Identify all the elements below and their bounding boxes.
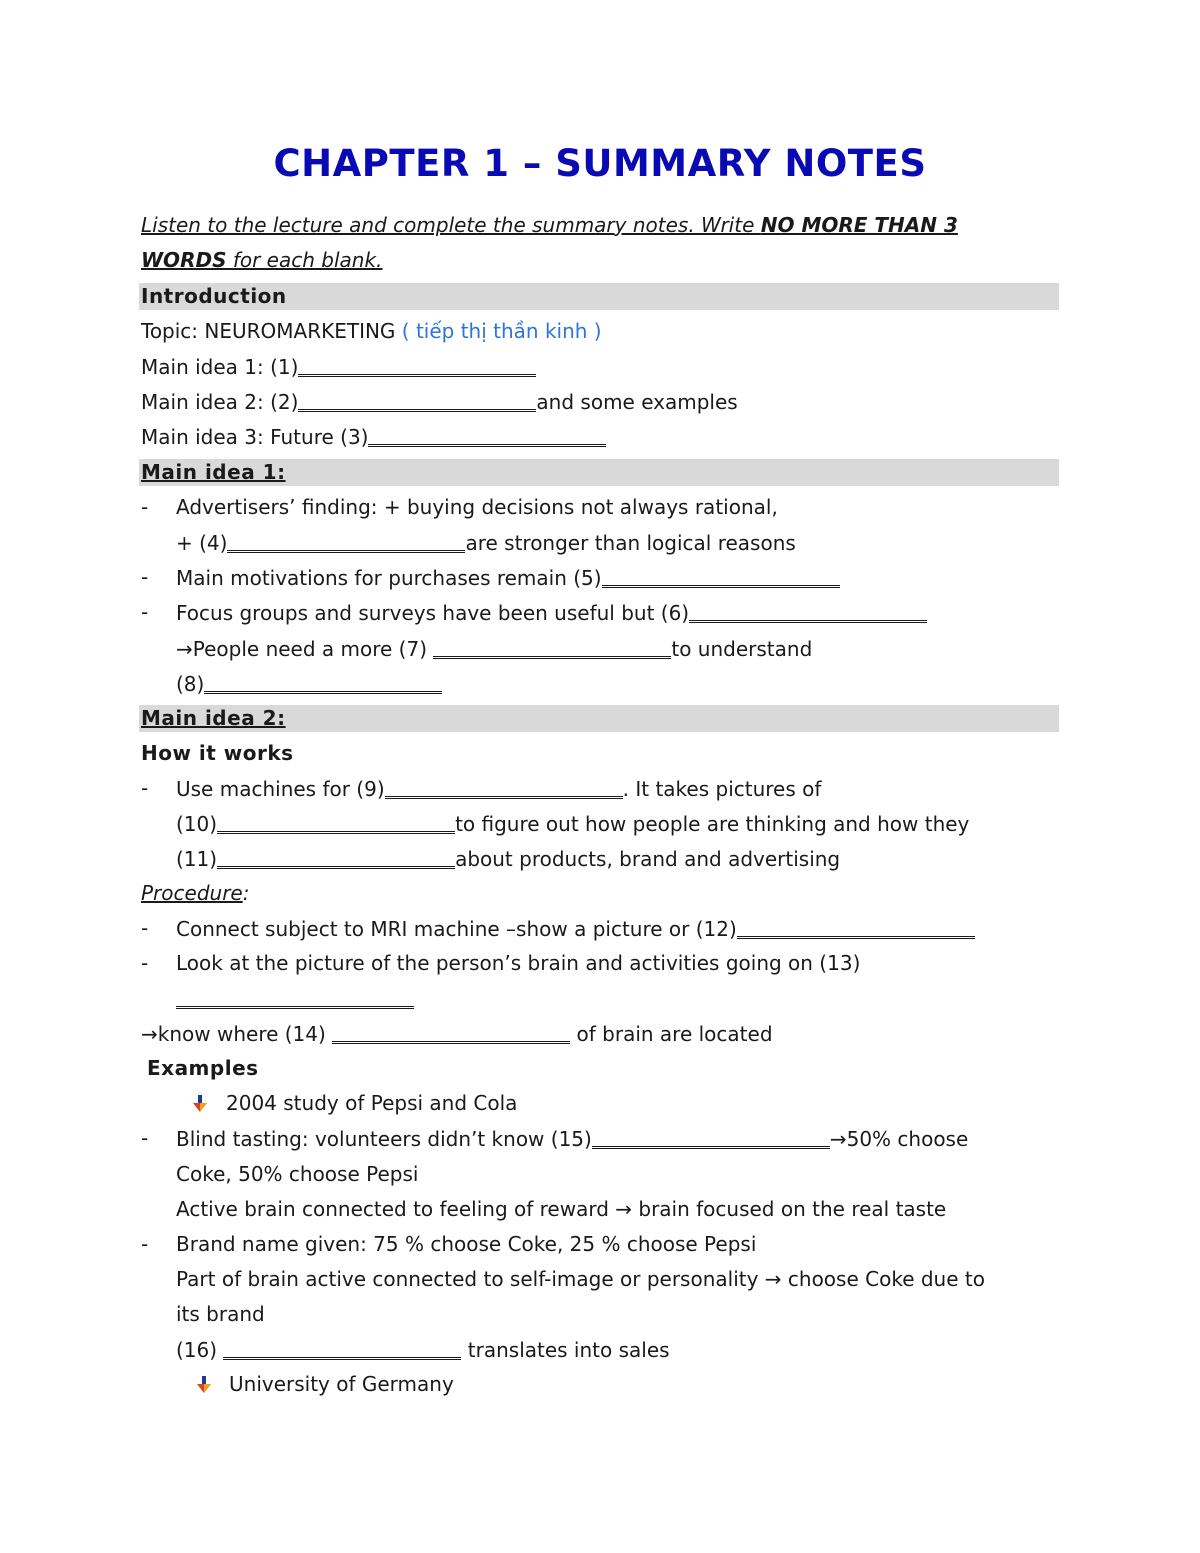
m1-line-2-text: + (4): [176, 531, 228, 555]
procedure-colon: :: [242, 881, 250, 905]
p-dash-2: -: [141, 951, 149, 975]
m1-line-5-text: People need a more (7): [192, 637, 434, 661]
example-2: University of Germany: [229, 1372, 454, 1396]
examples-heading: Examples: [147, 1056, 259, 1080]
blank-16[interactable]: [223, 1335, 461, 1360]
m2-line-2-text: (10): [176, 812, 218, 836]
m1-line-4-text: Focus groups and surveys have been useful but (6): [176, 601, 690, 625]
blank-11[interactable]: [217, 844, 455, 869]
topic-text: Topic: NEUROMARKETING: [141, 319, 402, 343]
blank-13[interactable]: [176, 984, 414, 1009]
m1-line-6-text: (8): [176, 672, 205, 696]
blank-8[interactable]: [204, 669, 442, 694]
blank-7[interactable]: [433, 634, 671, 659]
m1-dash-1: -: [141, 495, 149, 519]
right-arrow-icon: →: [829, 1127, 847, 1151]
blank-4[interactable]: [227, 528, 465, 553]
instructions-line-1: [141, 211, 958, 239]
page-title: CHAPTER 1 – SUMMARY NOTES: [273, 142, 927, 185]
procedure-label: Procedure: [141, 881, 243, 905]
blank-9[interactable]: [385, 774, 623, 799]
blind-tasting-line-2: Coke, 50% choose Pepsi: [176, 1162, 419, 1186]
m1-line-1: Advertisers’ finding: + buying decisions not always rational,: [176, 495, 778, 519]
m2-line-3-suffix: about products, brand and advertising: [455, 847, 841, 871]
intro-idea-3-text: Main idea 3: Future (3): [141, 425, 369, 449]
blank-14[interactable]: [332, 1019, 570, 1044]
procedure-line-1-text: Connect subject to MRI machine –show a picture or (12): [176, 917, 737, 941]
sales-line-suffix: translates into sales: [461, 1338, 670, 1362]
sales-line-text: (16): [176, 1338, 224, 1362]
blank-10[interactable]: [217, 809, 455, 834]
instructions-emphasis: NO MORE THAN 3: [760, 213, 958, 237]
arrow-down-bullet-icon: [196, 1376, 212, 1394]
m2-line-1-suffix: . It takes pictures of: [622, 777, 822, 801]
procedure-heading: [141, 879, 249, 907]
blind-tasting-text: Blind tasting: volunteers didn’t know (15): [176, 1127, 592, 1151]
instructions-text: Listen to the lecture and complete the summary notes. Write: [141, 213, 761, 237]
instructions-line-2: [141, 246, 382, 274]
ex-dash-2: -: [141, 1232, 149, 1256]
sales-line: [176, 1335, 670, 1364]
example-1: 2004 study of Pepsi and Cola: [226, 1091, 518, 1115]
intro-idea-3: [141, 422, 606, 451]
m1-line-2: [176, 528, 796, 557]
m1-line-2-suffix: are stronger than logical reasons: [465, 531, 796, 555]
main-idea-1-heading: Main idea 1:: [141, 460, 286, 484]
instructions-text-2: for each blank.: [226, 248, 383, 272]
intro-idea-2-text: Main idea 2: (2): [141, 390, 299, 414]
blank-2[interactable]: [298, 387, 536, 412]
p-dash-1: -: [141, 916, 149, 940]
m1-dash-3: -: [141, 565, 149, 589]
introduction-heading: Introduction: [141, 284, 287, 308]
m1-dash-4: -: [141, 600, 149, 624]
instructions-emphasis-2: WORDS: [141, 248, 227, 272]
right-arrow-icon: →: [176, 637, 193, 661]
self-image-line: Part of brain active connected to self-image or personality → choose Coke due to: [176, 1267, 985, 1291]
blank-12[interactable]: [737, 914, 975, 939]
procedure-line-2b: [176, 984, 414, 1013]
m1-line-5-suffix: to understand: [671, 637, 813, 661]
m2-line-3: [176, 844, 840, 873]
its-brand-line: its brand: [176, 1302, 265, 1326]
m1-line-6: [176, 669, 442, 698]
m2-line-2: [176, 809, 969, 838]
blind-tasting-result: 50% choose: [846, 1127, 969, 1151]
ex-dash-1: -: [141, 1126, 149, 1150]
procedure-line-3-text: know where (14): [157, 1022, 333, 1046]
blank-6[interactable]: [689, 598, 927, 623]
procedure-line-3: [141, 1019, 773, 1048]
procedure-line-2: Look at the picture of the person’s brain and activities going on (13): [176, 951, 861, 975]
intro-idea-1: [141, 352, 536, 381]
how-it-works-heading: How it works: [141, 741, 294, 765]
m2-line-3-text: (11): [176, 847, 218, 871]
m2-dash-1: -: [141, 776, 149, 800]
blank-5[interactable]: [602, 563, 840, 588]
blank-15[interactable]: [592, 1124, 830, 1149]
topic-vietnamese: ( tiếp thị thần kinh ): [401, 319, 602, 343]
m1-line-4: [176, 598, 927, 627]
intro-idea-2-suffix: and some examples: [536, 390, 738, 414]
m2-line-1: [176, 774, 821, 803]
m1-line-5: [176, 634, 812, 663]
blank-1[interactable]: [298, 352, 536, 377]
m2-line-2-suffix: to figure out how people are thinking and how they: [455, 812, 970, 836]
m1-line-3: [176, 563, 840, 592]
m1-line-3-text: Main motivations for purchases remain (5): [176, 566, 602, 590]
procedure-line-3-suffix: of brain are located: [570, 1022, 773, 1046]
topic-line: [141, 317, 602, 345]
main-idea-2-heading: Main idea 2:: [141, 706, 286, 730]
arrow-down-bullet-icon: [192, 1095, 208, 1113]
intro-idea-1-text: Main idea 1: (1): [141, 355, 299, 379]
intro-idea-2: [141, 387, 738, 416]
m2-line-1-text: Use machines for (9): [176, 777, 385, 801]
blind-tasting-line: [176, 1124, 968, 1153]
active-brain-line: Active brain connected to feeling of reward → brain focused on the real taste: [176, 1197, 947, 1221]
blank-3[interactable]: [368, 422, 606, 447]
procedure-line-1: [176, 914, 975, 943]
brand-name-line: Brand name given: 75 % choose Coke, 25 % choose Pepsi: [176, 1232, 757, 1256]
right-arrow-icon: →: [141, 1022, 158, 1046]
